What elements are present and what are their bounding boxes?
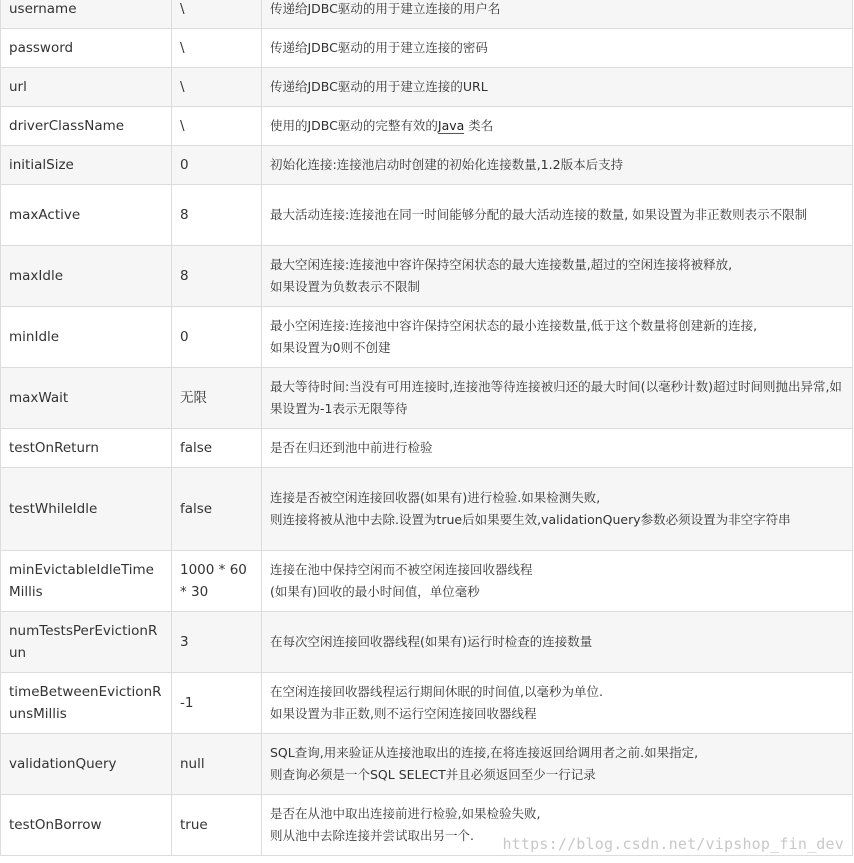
param-name: driverClassName xyxy=(1,107,172,146)
description: 在每次空闲连接回收器线程(如果有)运行时检查的连接数量 xyxy=(262,612,853,673)
description-prefix: 使用的JDBC驱动的完整有效的 xyxy=(270,118,438,133)
default-value: 8 xyxy=(172,185,262,246)
description: 传递给JDBC驱动的用于建立连接的URL xyxy=(262,68,853,107)
java-link[interactable]: Java xyxy=(437,118,465,133)
param-name: maxIdle xyxy=(1,246,172,307)
param-name: testOnBorrow xyxy=(1,795,172,856)
table-row xyxy=(1,551,853,612)
default-value: 0 xyxy=(172,146,262,185)
table-row xyxy=(1,429,853,468)
table-row xyxy=(1,795,853,856)
table-row xyxy=(1,107,853,146)
table-row xyxy=(1,29,853,68)
table-row xyxy=(1,307,853,368)
watermark-url: https://blog.csdn.net/vipshop_fin_dev xyxy=(502,835,844,853)
table-row xyxy=(1,0,853,29)
table-row xyxy=(1,246,853,307)
param-name: url xyxy=(1,68,172,107)
description-suffix: 类名 xyxy=(464,118,494,133)
default-value: null xyxy=(172,734,262,795)
default-value: \ xyxy=(172,107,262,146)
default-value: false xyxy=(172,468,262,551)
param-name: minEvictableIdleTimeMillis xyxy=(1,551,172,612)
param-name: timeBetweenEvictionRunsMillis xyxy=(1,673,172,734)
default-value: 无限 xyxy=(172,368,262,429)
param-name: username xyxy=(1,0,172,29)
description: 是否在归还到池中前进行检验 xyxy=(262,429,853,468)
table-row xyxy=(1,468,853,551)
param-name: initialSize xyxy=(1,146,172,185)
table-row xyxy=(1,185,853,246)
default-value: \ xyxy=(172,29,262,68)
default-value: \ xyxy=(172,68,262,107)
description: 是否在从池中取出连接前进行检验,如果检验失败, 则从池中去除连接并尝试取出另一个. xyxy=(262,795,853,856)
description xyxy=(262,107,853,146)
description: 最大等待时间:当没有可用连接时,连接池等待连接被归还的最大时间(以毫秒计数)超过时间则抛出异常,如果设置为-1表示无限等待 xyxy=(262,368,853,429)
param-name: maxWait xyxy=(1,368,172,429)
table-row xyxy=(1,68,853,107)
table-row xyxy=(1,612,853,673)
default-value: -1 xyxy=(172,673,262,734)
param-name: testOnReturn xyxy=(1,429,172,468)
param-name: password xyxy=(1,29,172,68)
description: SQL查询,用来验证从连接池取出的连接,在将连接返回给调用者之前.如果指定, 则查询必须是一个SQL SELECT并且必须返回至少一行记录 xyxy=(262,734,853,795)
default-value: 0 xyxy=(172,307,262,368)
table-row xyxy=(1,734,853,795)
description: 最大空闲连接:连接池中容许保持空闲状态的最大连接数量,超过的空闲连接将被释放, 如果设置为负数表示不限制 xyxy=(262,246,853,307)
description: 连接是否被空闲连接回收器(如果有)进行检验.如果检测失败, 则连接将被从池中去除.设置为true后如果要生效,validationQuery参数必须设置为非空字符串 xyxy=(262,468,853,551)
table-row xyxy=(1,368,853,429)
table-row xyxy=(1,673,853,734)
param-name: validationQuery xyxy=(1,734,172,795)
description: 传递给JDBC驱动的用于建立连接的密码 xyxy=(262,29,853,68)
description: 最大活动连接:连接池在同一时间能够分配的最大活动连接的数量, 如果设置为非正数则表示不限制 xyxy=(262,185,853,246)
default-value: 1000 * 60 * 30 xyxy=(172,551,262,612)
param-name: maxActive xyxy=(1,185,172,246)
default-value: 3 xyxy=(172,612,262,673)
table-row xyxy=(1,146,853,185)
description: 最小空闲连接:连接池中容许保持空闲状态的最小连接数量,低于这个数量将创建新的连接, 如果设置为0则不创建 xyxy=(262,307,853,368)
param-name: testWhileIdle xyxy=(1,468,172,551)
description: 传递给JDBC驱动的用于建立连接的用户名 xyxy=(262,0,853,29)
param-name: minIdle xyxy=(1,307,172,368)
description: 初始化连接:连接池启动时创建的初始化连接数量,1.2版本后支持 xyxy=(262,146,853,185)
default-value: false xyxy=(172,429,262,468)
default-value: true xyxy=(172,795,262,856)
default-value: 8 xyxy=(172,246,262,307)
default-value: \ xyxy=(172,0,262,29)
description: 连接在池中保持空闲而不被空闲连接回收器线程 (如果有)回收的最小时间值，单位毫秒 xyxy=(262,551,853,612)
description: 在空闲连接回收器线程运行期间休眠的时间值,以毫秒为单位. 如果设置为非正数,则不运行空闲连接回收器线程 xyxy=(262,673,853,734)
param-name: numTestsPerEvictionRun xyxy=(1,612,172,673)
